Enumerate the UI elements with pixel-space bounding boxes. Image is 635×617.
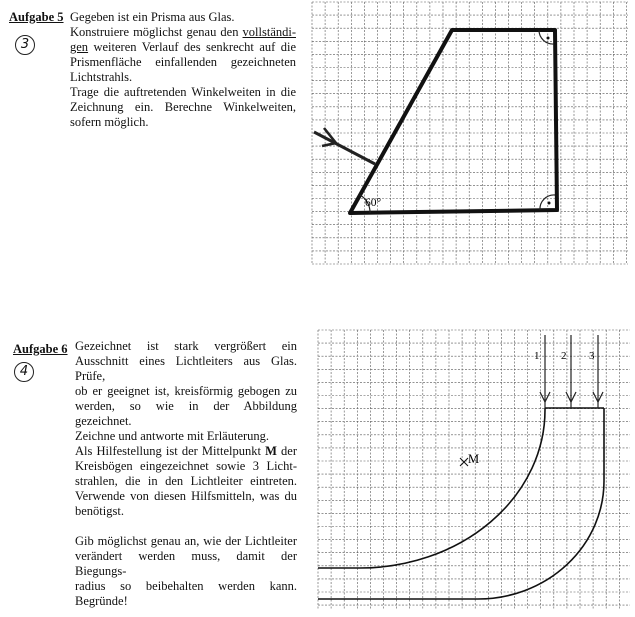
task5-line: Lichtstrahls.	[70, 70, 133, 84]
task6-line: benötigst.	[75, 504, 124, 518]
task5-line: Konstruiere möglichst genau den vollständi-	[70, 25, 296, 39]
task5-intro: Gegeben ist ein Prisma aus Glas.	[70, 10, 235, 24]
right-angle-mark-bottom	[540, 195, 555, 210]
task6-line: werden, so wie in der Abbildung gezeichnet.	[75, 399, 297, 428]
grid-paper	[312, 2, 628, 264]
right-angle-dot-bottom	[548, 202, 551, 205]
task6-line: Zeichne und antworte mit Erläuterung.	[75, 429, 270, 443]
task6-text	[75, 339, 297, 609]
task6-line: Kreisbögen eingezeichnet sowie 3 Licht-	[75, 459, 297, 473]
task6-line: Als Hilfestellung ist der Mittelpunkt M der	[75, 444, 297, 458]
task5-text	[70, 10, 296, 130]
task6-score-badge: 4	[14, 362, 34, 382]
task6-label: Aufgabe 6	[13, 342, 68, 356]
prism-figure	[312, 2, 630, 266]
task6-line: Begründe!	[75, 594, 128, 608]
task6-line: Gib möglichst genau an, wie der Lichtleiter	[75, 534, 297, 548]
light-guide-inner-edge	[318, 408, 545, 568]
ray-label-1: 1	[534, 350, 540, 362]
task5-line: Zeichnung ein. Berechne Winkelweiten,	[70, 100, 296, 114]
light-guide-figure	[318, 330, 632, 612]
task5-line: Prismenfläche einfallenden gezeichneten	[70, 55, 296, 69]
center-point-label: M	[468, 452, 480, 466]
task5-label: Aufgabe 5	[9, 10, 64, 24]
right-angle-mark-top	[539, 30, 554, 44]
angle-label: 60°	[365, 197, 382, 209]
task6-line: strahlen, die in den Lichtleiter eintreten.	[75, 474, 297, 488]
task6-line: Verwende von diesen Hilfsmitteln, was du	[75, 489, 297, 503]
task6-line: Ausschnitt eines Lichtleiters aus Glas. Prüfe,	[75, 354, 297, 383]
task5-score-badge: 3	[15, 35, 35, 55]
ray-label-3: 3	[589, 350, 595, 362]
right-angle-dot-top	[547, 37, 550, 40]
task5-line: Trage die auftretenden Winkelweiten in die	[70, 85, 296, 99]
task6-line: radius so beibehalten werden kann.	[75, 579, 297, 593]
task5-line: sofern möglich.	[70, 115, 149, 129]
task5-line: gen weiteren Verlauf des senkrecht auf die	[70, 40, 296, 54]
task6-line: Gezeichnet ist stark vergrößert ein	[75, 339, 297, 353]
light-guide-outer-edge	[318, 408, 604, 599]
task6-line: verändert werden muss, damit der Biegungs-	[75, 549, 297, 578]
task6-line: ob er geeignet ist, kreisförmig gebogen zu	[75, 384, 297, 398]
ray-label-2: 2	[561, 350, 567, 362]
